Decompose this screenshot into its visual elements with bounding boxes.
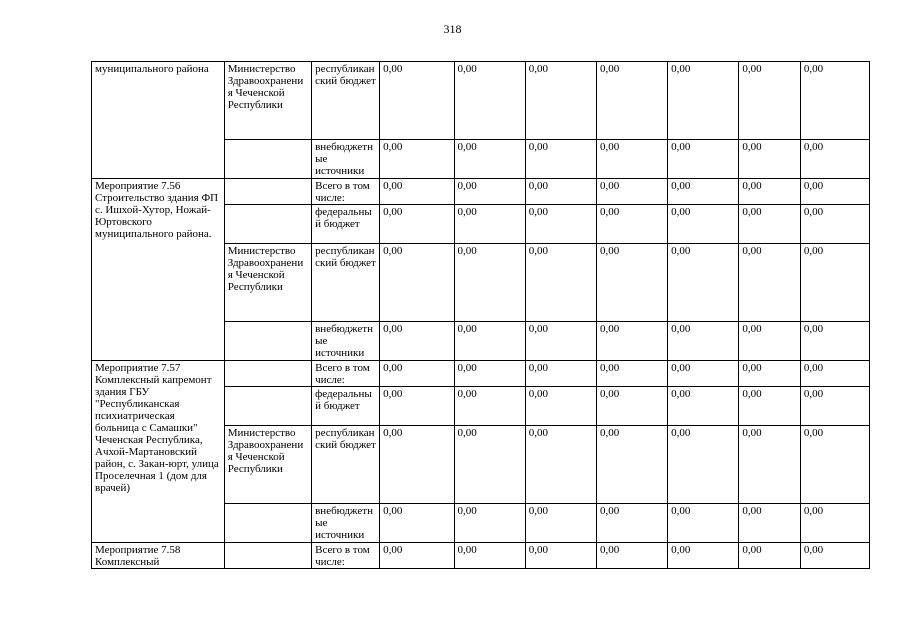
table-body (92, 62, 870, 569)
amount-cell: 0,00 (454, 543, 525, 569)
executor-cell (224, 543, 311, 569)
funding-source-cell: федеральный бюджет (312, 205, 380, 244)
amount-cell: 0,00 (525, 387, 596, 426)
executor-cell (224, 205, 311, 244)
amount-cell: 0,00 (668, 179, 739, 205)
amount-cell: 0,00 (525, 361, 596, 387)
funding-source-cell: Всего в том числе: (312, 361, 380, 387)
amount-cell: 0,00 (739, 140, 801, 179)
executor-cell: Министерство Здравоохранения Чеченской Республики (224, 244, 311, 322)
amount-cell: 0,00 (454, 387, 525, 426)
event-cell: муниципального района (92, 62, 225, 179)
amount-cell: 0,00 (380, 322, 454, 361)
amount-cell: 0,00 (454, 322, 525, 361)
amount-cell: 0,00 (454, 361, 525, 387)
funding-source-cell: республиканский бюджет (312, 244, 380, 322)
amount-cell: 0,00 (668, 504, 739, 543)
amount-cell: 0,00 (668, 62, 739, 140)
table-row (92, 361, 870, 387)
amount-cell: 0,00 (454, 244, 525, 322)
amount-cell: 0,00 (380, 504, 454, 543)
event-cell: Мероприятие 7.58 Комплексный (92, 543, 225, 569)
amount-cell: 0,00 (596, 322, 667, 361)
amount-cell: 0,00 (800, 543, 869, 569)
amount-cell: 0,00 (800, 504, 869, 543)
amount-cell: 0,00 (739, 62, 801, 140)
amount-cell: 0,00 (739, 543, 801, 569)
amount-cell: 0,00 (739, 205, 801, 244)
amount-cell: 0,00 (800, 140, 869, 179)
amount-cell: 0,00 (668, 205, 739, 244)
page-number: 318 (443, 22, 462, 36)
amount-cell: 0,00 (596, 140, 667, 179)
amount-cell: 0,00 (525, 504, 596, 543)
amount-cell: 0,00 (596, 244, 667, 322)
amount-cell: 0,00 (739, 361, 801, 387)
amount-cell: 0,00 (380, 179, 454, 205)
amount-cell: 0,00 (525, 322, 596, 361)
executor-cell (224, 140, 311, 179)
amount-cell: 0,00 (380, 244, 454, 322)
executor-cell (224, 361, 311, 387)
amount-cell: 0,00 (668, 140, 739, 179)
funding-source-cell: Всего в том числе: (312, 179, 380, 205)
amount-cell: 0,00 (739, 322, 801, 361)
amount-cell: 0,00 (380, 543, 454, 569)
amount-cell: 0,00 (668, 322, 739, 361)
amount-cell: 0,00 (668, 543, 739, 569)
executor-cell (224, 322, 311, 361)
amount-cell: 0,00 (668, 426, 739, 504)
amount-cell: 0,00 (454, 140, 525, 179)
amount-cell: 0,00 (800, 179, 869, 205)
amount-cell: 0,00 (800, 426, 869, 504)
amount-cell: 0,00 (596, 387, 667, 426)
amount-cell: 0,00 (800, 322, 869, 361)
funding-source-cell: Всего в том числе: (312, 543, 380, 569)
amount-cell: 0,00 (380, 387, 454, 426)
amount-cell: 0,00 (525, 244, 596, 322)
amount-cell: 0,00 (739, 387, 801, 426)
amount-cell: 0,00 (596, 504, 667, 543)
event-cell: Мероприятие 7.57 Комплексный капремонт здания ГБУ "Республиканская психиатрическая больница с Самашки" Чеченская Республика, Ачхой-Мартановский район, с. Закан-юрт, улица Проселечная 1 (дом для врачей) (92, 361, 225, 543)
amount-cell: 0,00 (739, 426, 801, 504)
amount-cell: 0,00 (800, 361, 869, 387)
amount-cell: 0,00 (596, 205, 667, 244)
amount-cell: 0,00 (525, 140, 596, 179)
amount-cell: 0,00 (596, 62, 667, 140)
amount-cell: 0,00 (380, 140, 454, 179)
executor-cell: Министерство Здравоохранения Чеченской Республики (224, 426, 311, 504)
amount-cell: 0,00 (454, 62, 525, 140)
funding-source-cell: республиканский бюджет (312, 62, 380, 140)
amount-cell: 0,00 (380, 205, 454, 244)
amount-cell: 0,00 (800, 62, 869, 140)
amount-cell: 0,00 (739, 504, 801, 543)
amount-cell: 0,00 (596, 426, 667, 504)
amount-cell: 0,00 (380, 426, 454, 504)
amount-cell: 0,00 (596, 361, 667, 387)
amount-cell: 0,00 (596, 179, 667, 205)
amount-cell: 0,00 (454, 504, 525, 543)
amount-cell: 0,00 (596, 543, 667, 569)
table-row (92, 179, 870, 205)
funding-source-cell: внебюджетные источники (312, 322, 380, 361)
executor-cell (224, 504, 311, 543)
executor-cell (224, 387, 311, 426)
amount-cell: 0,00 (800, 387, 869, 426)
amount-cell: 0,00 (525, 62, 596, 140)
amount-cell: 0,00 (668, 244, 739, 322)
amount-cell: 0,00 (380, 62, 454, 140)
amount-cell: 0,00 (525, 179, 596, 205)
amount-cell: 0,00 (454, 426, 525, 504)
table-row (92, 62, 870, 140)
amount-cell: 0,00 (454, 179, 525, 205)
executor-cell (224, 179, 311, 205)
funding-source-cell: внебюджетные источники (312, 140, 380, 179)
event-cell: Мероприятие 7.56 Строительство здания ФП с. Ишхой-Хутор, Ножай-Юртовского муниципального района. (92, 179, 225, 361)
executor-cell: Министерство Здравоохранения Чеченской Республики (224, 62, 311, 140)
amount-cell: 0,00 (525, 426, 596, 504)
amount-cell: 0,00 (525, 205, 596, 244)
amount-cell: 0,00 (739, 179, 801, 205)
amount-cell: 0,00 (454, 205, 525, 244)
amount-cell: 0,00 (800, 205, 869, 244)
amount-cell: 0,00 (668, 387, 739, 426)
funding-source-cell: федеральный бюджет (312, 387, 380, 426)
amount-cell: 0,00 (739, 244, 801, 322)
funding-source-cell: внебюджетные источники (312, 504, 380, 543)
amount-cell: 0,00 (800, 244, 869, 322)
funding-source-cell: республиканский бюджет (312, 426, 380, 504)
amount-cell: 0,00 (380, 361, 454, 387)
table-row (92, 543, 870, 569)
budget-table (91, 61, 870, 569)
amount-cell: 0,00 (525, 543, 596, 569)
amount-cell: 0,00 (668, 361, 739, 387)
